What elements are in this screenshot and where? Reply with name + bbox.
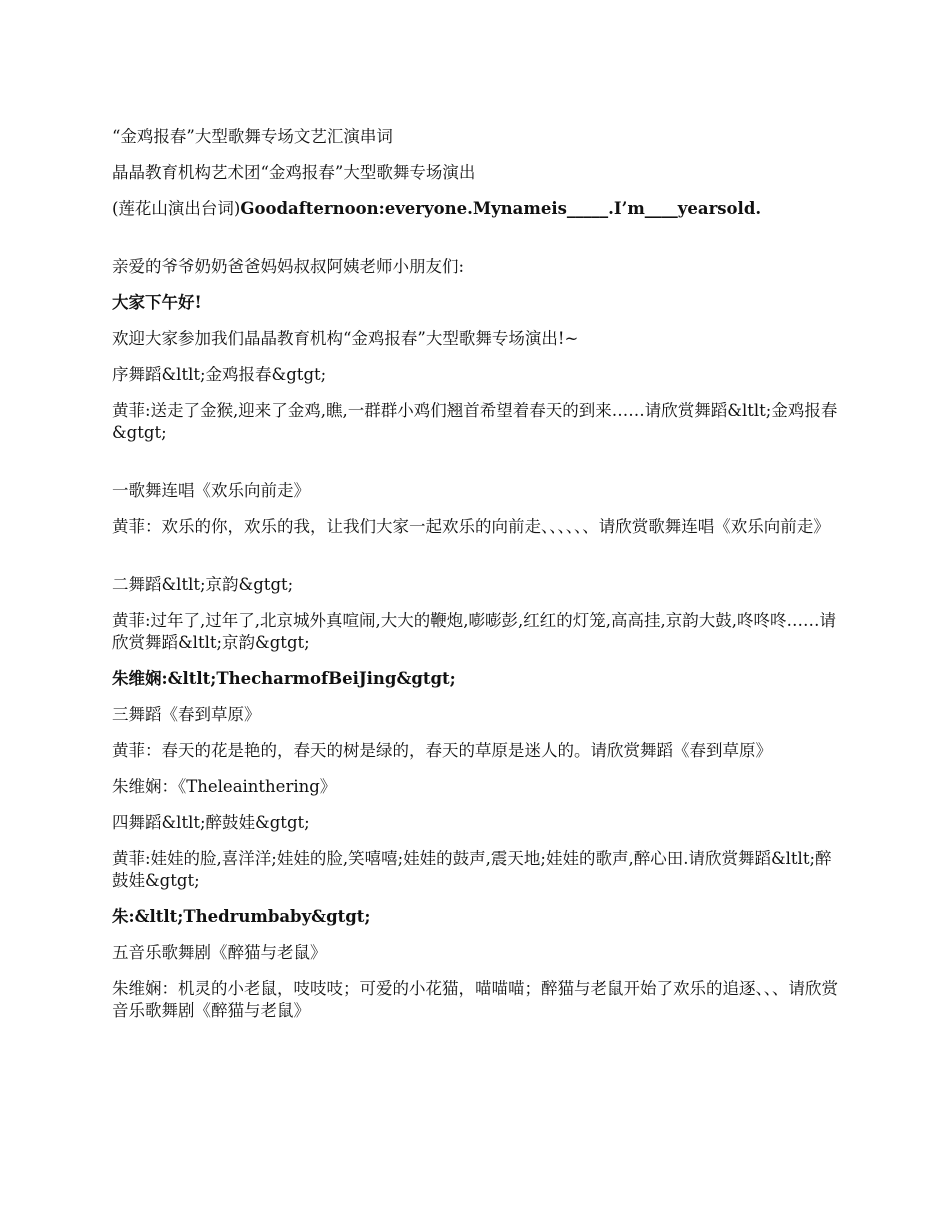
act4-huangfei-line: 黄菲:娃娃的脸,喜洋洋;娃娃的脸,笑嘻嘻;娃娃的鼓声,震天地;娃娃的歌声,醉心田.请欣赏舞蹈&ltlt;醉鼓娃&gtgt; <box>112 849 832 890</box>
act1-huangfei-line: 黄菲：欢乐的你，欢乐的我，让我们大家一起欢乐的向前走、、、、、、请欣赏歌舞连唱《欢乐向前走》 <box>112 517 830 536</box>
act2-zhuweixian-line: 朱维娴:&ltlt;ThecharmofBeiJing&gtgt; <box>112 669 456 688</box>
prelude-title: 序舞蹈&ltlt;金鸡报春&gtgt; <box>112 365 327 384</box>
act1-title: 一歌舞连唱《欢乐向前走》 <box>112 481 310 500</box>
blank-line <box>112 234 842 256</box>
intro-english-line <box>112 198 842 220</box>
act5-title: 五音乐歌舞剧《醉猫与老鼠》 <box>112 943 327 962</box>
document-subtitle: 晶晶教育机构艺术团“金鸡报春”大型歌舞专场演出 <box>112 163 476 182</box>
blank-line <box>112 458 842 480</box>
welcome-line: 欢迎大家参加我们晶晶教育机构“金鸡报春”大型歌舞专场演出!~ <box>112 329 579 348</box>
act4-title: 四舞蹈&ltlt;醉鼓娃&gtgt; <box>112 813 310 832</box>
hello-line: 大家下午好! <box>112 293 202 312</box>
document-title: “金鸡报春”大型歌舞专场文艺汇演串词 <box>112 127 393 146</box>
prelude-huangfei-line: 黄菲:送走了金猴,迎来了金鸡,瞧,一群群小鸡们翘首希望着春天的到来……请欣赏舞蹈&ltlt;金鸡报春&gtgt; <box>112 401 838 442</box>
act2-huangfei-line: 黄菲:过年了,过年了,北京城外真喧闹,大大的鞭炮,嘭嘭彭,红红的灯笼,高高挂,京韵大鼓,咚咚咚……请欣赏舞蹈&ltlt;京韵&gtgt; <box>112 611 837 652</box>
document-page <box>112 126 842 1036</box>
intro-prefix: (莲花山演出台词) <box>112 199 241 218</box>
greeting-line: 亲爱的爷爷奶奶爸爸妈妈叔叔阿姨老师小朋友们: <box>112 257 465 276</box>
act3-zhuweixian-line: 朱维娴：《Theleainthering》 <box>112 777 337 796</box>
act2-title: 二舞蹈&ltlt;京韵&gtgt; <box>112 575 294 594</box>
act4-zhu-line: 朱:&ltlt;Thedrumbaby&gtgt; <box>112 907 371 926</box>
blank-line <box>112 552 842 574</box>
intro-english-text: Goodafternoon:everyone.Mynameis_____.I’m____yearsold. <box>240 199 762 218</box>
act3-title: 三舞蹈《春到草原》 <box>112 705 261 724</box>
act5-zhuweixian-line: 朱维娴：机灵的小老鼠，吱吱吱；可爱的小花猫，喵喵喵；醉猫与老鼠开始了欢乐的追逐、、、请欣赏音乐歌舞剧《醉猫与老鼠》 <box>112 979 838 1020</box>
act3-huangfei-line: 黄菲：春天的花是艳的，春天的树是绿的，春天的草原是迷人的。请欣赏舞蹈《春到草原》 <box>112 741 772 760</box>
